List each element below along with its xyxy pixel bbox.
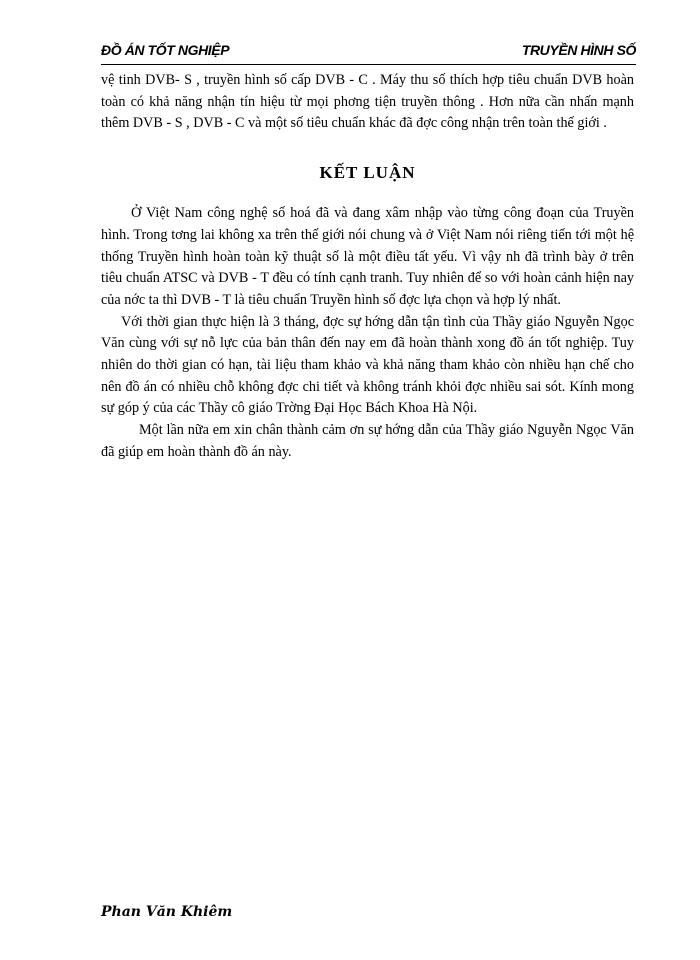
section-title: KẾT LUẬN	[319, 163, 416, 183]
intro-paragraph: vệ tinh DVB- S , truyền hình số cấp DVB - C . Máy thu số thích hợp tiêu chuẩn DVB hoàn toàn có khả năng nhận tín hiệu từ mọi phơng tiện truyền thông . Hơn nữa cần nhấn mạnh thêm DVB - S , DVB - C và một số tiêu chuẩn khác đã đợc công nhận trên toàn thế giới .	[101, 72, 634, 132]
author-signature: Phan Văn Khiêm	[101, 904, 233, 920]
paragraph-1: Ở Việt Nam công nghệ số hoá đã và đang xâm nhập vào từng công đoạn của Truyền hình. Trong tơng lai không xa trên thế giới nói chung và ở Việt Nam nói riêng tiến tới một hệ thống Truyền hình hoàn toàn kỹ thuật số là một điều tất yếu. Vì vậy nh đã trình bày ở trên tiêu chuẩn ATSC và DVB - T đều có tính cạnh tranh. Tuy nhiên để so với hoàn cảnh hiện nay của nớc ta thì DVB - T là tiêu chuẩn Truyền hình số đợc lựa chọn và hợp lý nhất.	[101, 205, 634, 308]
page-header	[101, 42, 636, 65]
paragraph-2: Với thời gian thực hiện là 3 tháng, đợc sự hớng dẫn tận tình của Thầy giáo Nguyễn Ngọc Văn cùng với sự nỗ lực của bản thân đến nay em đã hoàn thành xong đồ án tốt nghiệp. Tuy nhiên do thời gian có hạn, tài liệu tham khảo và khả năng tham khảo còn nhiều hạn chế cho nên đồ án có nhiều chỗ không đợc chi tiết và không tránh khỏi đợc nhiều sai sót. Kính mong sự góp ý của các Thầy cô giáo Trờng Đại Học Bách Khoa Hà Nội.	[101, 313, 634, 417]
paragraph-3: Một lần nữa em xin chân thành cảm ơn sự hớng dẫn của Thầy giáo Nguyễn Ngọc Văn đã giúp em hoàn thành đồ án này.	[101, 422, 634, 460]
header-title-right: TRUYỀN HÌNH SỐ	[521, 42, 636, 58]
document-body	[101, 70, 634, 464]
header-title-left: ĐỒ ÁN TỐT NGHIỆP	[101, 42, 230, 58]
